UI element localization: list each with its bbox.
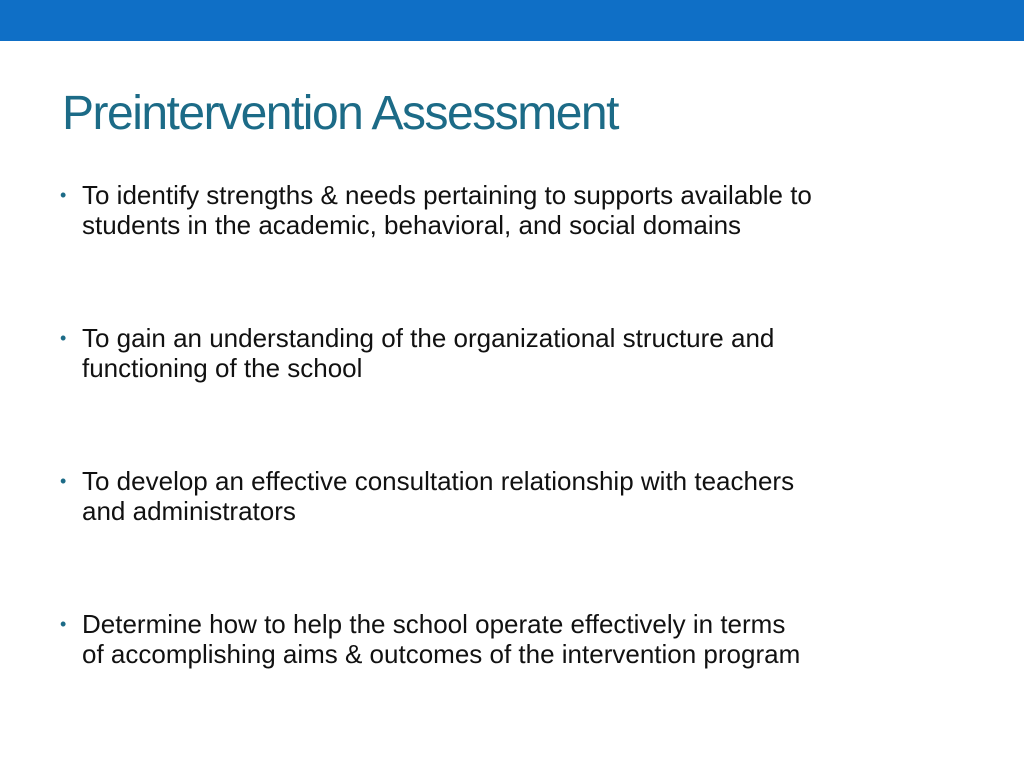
bullet-dot-icon: • bbox=[60, 185, 67, 205]
bullet-item bbox=[60, 323, 980, 466]
bullet-text: To identify strengths & needs pertaining to supports available to students in the academic, behavioral, and social domains bbox=[82, 180, 812, 240]
bullet-item bbox=[60, 466, 980, 609]
bullet-text: Determine how to help the school operate effectively in terms of accomplishing aims & outcomes of the intervention program bbox=[82, 609, 801, 669]
top-accent-bar bbox=[0, 0, 1024, 41]
bullet-dot-icon: • bbox=[60, 614, 67, 634]
bullet-list bbox=[60, 180, 980, 752]
bullet-item bbox=[60, 180, 980, 323]
slide-title: Preintervention Assessment bbox=[62, 87, 618, 140]
bullet-text: To develop an effective consultation relationship with teachers and administrators bbox=[82, 466, 795, 526]
bullet-dot-icon: • bbox=[60, 328, 67, 348]
bullet-item bbox=[60, 609, 980, 752]
bullet-dot-icon: • bbox=[60, 471, 67, 491]
bullet-text: To gain an understanding of the organizational structure and functioning of the school bbox=[82, 323, 775, 383]
